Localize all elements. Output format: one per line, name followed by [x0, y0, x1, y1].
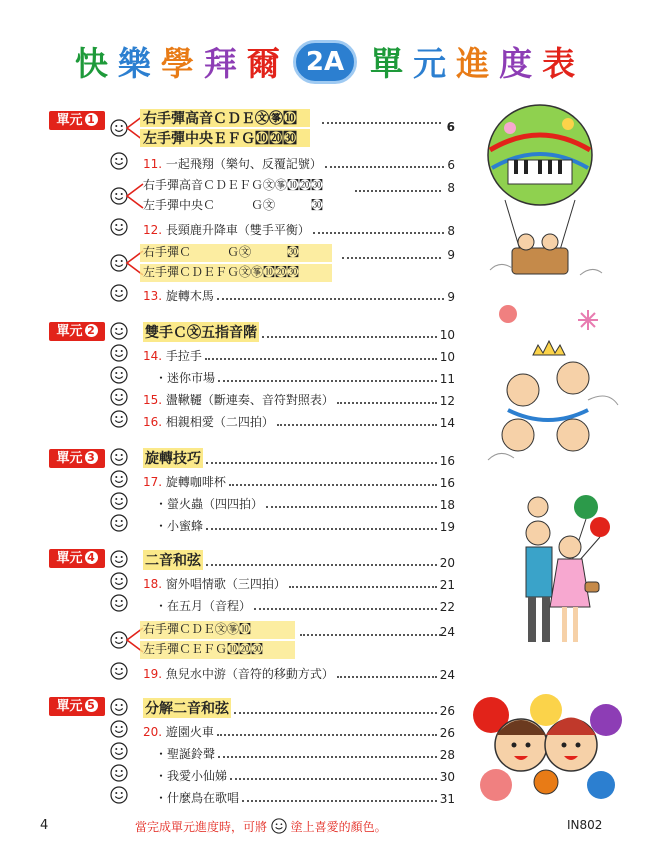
title-char: 拜 — [203, 44, 237, 83]
progress-row-unit1 — [110, 108, 455, 148]
smiley-icon[interactable] — [110, 698, 128, 716]
progress-row — [110, 662, 455, 682]
row-text: 19. 魚兒水中游（音符的移動方式） — [143, 667, 334, 681]
row-text: 右手彈ＣＤＥ㉆㉇㉈ — [143, 622, 252, 636]
row-text: 左手彈ＣＤＥＦＧ㉆㉇㉈㉉㉊ — [143, 265, 300, 279]
leader-dots — [234, 711, 437, 714]
leader-dots — [300, 633, 441, 636]
row-text: 14. 手拉手 — [143, 349, 202, 363]
row-text: ・螢火蟲（四四拍） — [155, 497, 264, 511]
unit-number: 4 — [85, 551, 98, 564]
row-text: ・什麼鳥在歌唱 — [155, 791, 240, 805]
smiley-icon[interactable] — [110, 720, 128, 738]
progress-row — [110, 514, 455, 534]
row-text: 20. 遊園火車 — [143, 725, 214, 739]
unit-label: 單元 — [56, 113, 83, 128]
progress-row — [110, 572, 455, 592]
smiley-icon[interactable] — [110, 662, 128, 680]
footer-note — [135, 818, 387, 835]
smiley-icon[interactable] — [110, 322, 128, 340]
row-text: ・在五月（音程） — [155, 599, 252, 613]
row-text: 旋轉技巧 — [143, 448, 203, 468]
leader-dots — [218, 379, 437, 382]
page-number: 19 — [439, 520, 455, 534]
unit-label: 單元 — [56, 699, 83, 714]
row-text: ・小蜜蜂 — [155, 519, 204, 533]
footer-note-text: 當完成單元進度時，可將 — [135, 820, 268, 834]
smiley-icon[interactable] — [110, 152, 128, 170]
title-char: 表 — [542, 44, 576, 83]
page-number: 11 — [439, 372, 455, 386]
title-char: 快 — [74, 44, 108, 83]
leader-dots — [217, 733, 437, 736]
children-circle-illustration — [478, 300, 628, 475]
row-text: ・我愛小仙娣 — [155, 769, 228, 783]
row-text: 12. 長頸鹿升降車（雙手平衡） — [143, 223, 310, 237]
page-number: 6 — [446, 120, 455, 134]
smiley-icon[interactable] — [110, 344, 128, 362]
smiley-icon[interactable] — [110, 572, 128, 590]
smiley-icon[interactable] — [110, 470, 128, 488]
progress-row — [110, 152, 455, 172]
unit-number: 5 — [85, 699, 98, 712]
leader-dots — [337, 675, 437, 678]
progress-row — [110, 742, 455, 762]
leader-dots — [242, 799, 437, 802]
smiley-icon[interactable] — [110, 284, 128, 302]
leader-dots — [262, 335, 437, 338]
row-text: 11. 一起飛翔（樂句、反覆記號） — [143, 157, 322, 171]
title-char: 學 — [160, 44, 194, 83]
progress-row-unit2 — [110, 322, 455, 342]
page-number: 12 — [439, 394, 455, 408]
progress-row — [110, 366, 455, 386]
row-text: 13. 旋轉木馬 — [143, 289, 214, 303]
smiley-icon[interactable] — [110, 218, 128, 236]
row-text: 左手彈中央ＥＦＧ㉈㉉㉊ — [143, 131, 297, 147]
page-number: 10 — [439, 350, 455, 364]
title-char: 元 — [413, 44, 447, 83]
smiley-icon[interactable] — [110, 764, 128, 782]
page-number: 24 — [439, 625, 455, 639]
smiley-icon[interactable] — [110, 550, 128, 568]
row-text: 右手彈Ｃ Ｇ㉆ ㉊ — [143, 245, 300, 259]
page-number: 24 — [439, 668, 455, 682]
progress-row — [110, 720, 455, 740]
kids-flowers-illustration — [466, 690, 626, 805]
page-title — [0, 38, 650, 85]
leader-dots — [217, 297, 444, 300]
smiley-icon — [271, 818, 287, 834]
progress-row — [110, 764, 455, 784]
progress-row — [110, 284, 455, 304]
page-number: 26 — [439, 726, 455, 740]
row-text: 雙手Ｃ㉆五指音階 — [143, 322, 259, 342]
row-text: 左手彈中央Ｃ Ｇ㉆ ㉊ — [143, 198, 324, 212]
row-text: ・迷你市場 — [155, 371, 216, 385]
leader-dots — [230, 777, 437, 780]
row-text: ・聖誕鈴聲 — [155, 747, 216, 761]
page-number: 31 — [439, 792, 455, 806]
smiley-icon[interactable] — [110, 448, 128, 466]
smiley-icon[interactable] — [110, 410, 128, 428]
footer-note-text: 塗上喜愛的顏色。 — [290, 820, 387, 834]
leader-dots — [277, 423, 437, 426]
page-number-footer: 4 — [40, 818, 49, 833]
page-number: 10 — [439, 328, 455, 342]
leader-dots — [337, 401, 437, 404]
unit-number: 2 — [85, 324, 98, 337]
smiley-icon[interactable] — [110, 742, 128, 760]
smiley-icon[interactable] — [110, 366, 128, 384]
unit-tag-5 — [49, 697, 105, 716]
unit-label: 單元 — [56, 451, 83, 466]
leader-dots — [205, 357, 437, 360]
hot-air-balloon-illustration — [480, 100, 610, 300]
leader-dots — [355, 189, 441, 192]
leader-dots — [229, 483, 437, 486]
smiley-icon[interactable] — [110, 786, 128, 804]
row-text: 二音和弦 — [143, 550, 203, 570]
row-text: 18. 窗外唱情歌（三四拍） — [143, 577, 286, 591]
leader-dots — [206, 527, 437, 530]
leader-dots — [289, 585, 437, 588]
page-number: 21 — [439, 578, 455, 592]
smiley-icon[interactable] — [110, 514, 128, 532]
progress-row-unit5 — [110, 698, 455, 718]
smiley-icon[interactable] — [110, 388, 128, 406]
page-number: 8 — [447, 224, 455, 238]
leader-dots — [266, 505, 437, 508]
leader-dots — [254, 607, 437, 610]
page-number: 16 — [439, 476, 455, 490]
page-number: 8 — [447, 181, 455, 195]
progress-row — [110, 594, 455, 614]
progress-row — [110, 470, 455, 490]
row-text: 16. 相親相愛（二四拍） — [143, 415, 274, 429]
title-char: 單 — [370, 44, 404, 83]
progress-row-unit4 — [110, 550, 455, 570]
progress-row-pair — [110, 176, 455, 216]
family-illustration — [490, 487, 610, 657]
unit-tag-4 — [49, 549, 105, 568]
title-char: 爾 — [246, 44, 280, 83]
page-number: 30 — [439, 770, 455, 784]
page-number: 6 — [447, 158, 455, 172]
unit-number: 1 — [85, 113, 98, 126]
unit-tag-1 — [49, 111, 105, 130]
leader-dots — [313, 231, 444, 234]
title-badge: 2A — [293, 40, 357, 84]
page-number: 26 — [439, 704, 455, 718]
progress-row — [110, 218, 455, 238]
leader-dots — [206, 563, 437, 566]
row-text: 15. 盪鞦韆（斷連奏、音符對照表） — [143, 393, 334, 407]
progress-row — [110, 786, 455, 806]
page-number: 28 — [439, 748, 455, 762]
leader-dots — [342, 256, 441, 259]
row-text: 左手彈ＣＥＦＧ㉈㉉㉊ — [143, 642, 264, 656]
bracket-icon — [124, 182, 144, 210]
unit-number: 3 — [85, 451, 98, 464]
page-number: 9 — [447, 290, 455, 304]
smiley-icon[interactable] — [110, 492, 128, 510]
page-number: 14 — [439, 416, 455, 430]
page-number: 22 — [439, 600, 455, 614]
unit-label: 單元 — [56, 324, 83, 339]
page-number: 9 — [447, 248, 455, 262]
progress-row — [110, 344, 455, 364]
progress-row-pair — [110, 620, 455, 660]
title-char: 度 — [499, 44, 533, 83]
row-text: 右手彈高音ＣＤＥ㉆㉇㉈ — [143, 111, 297, 127]
leader-dots — [206, 461, 437, 464]
progress-row — [110, 492, 455, 512]
progress-row — [110, 410, 455, 430]
row-text: 右手彈高音ＣＤＥＦＧ㉆㉇㉈㉉㉊ — [143, 178, 324, 192]
progress-row-unit3 — [110, 448, 455, 468]
leader-dots — [325, 165, 444, 168]
leader-dots — [218, 755, 437, 758]
title-char: 樂 — [117, 44, 151, 83]
progress-row-pair — [110, 243, 455, 283]
row-text: 分解二音和弦 — [143, 698, 231, 718]
unit-tag-3 — [49, 449, 105, 468]
title-char: 進 — [456, 44, 490, 83]
page-number: 18 — [439, 498, 455, 512]
smiley-icon[interactable] — [110, 594, 128, 612]
page-number: 16 — [439, 454, 455, 468]
progress-row — [110, 388, 455, 408]
book-code: IN802 — [567, 818, 603, 832]
unit-tag-2 — [49, 322, 105, 341]
unit-label: 單元 — [56, 551, 83, 566]
row-text: 17. 旋轉咖啡杯 — [143, 475, 226, 489]
page-number: 20 — [439, 556, 455, 570]
leader-dots — [322, 121, 441, 124]
